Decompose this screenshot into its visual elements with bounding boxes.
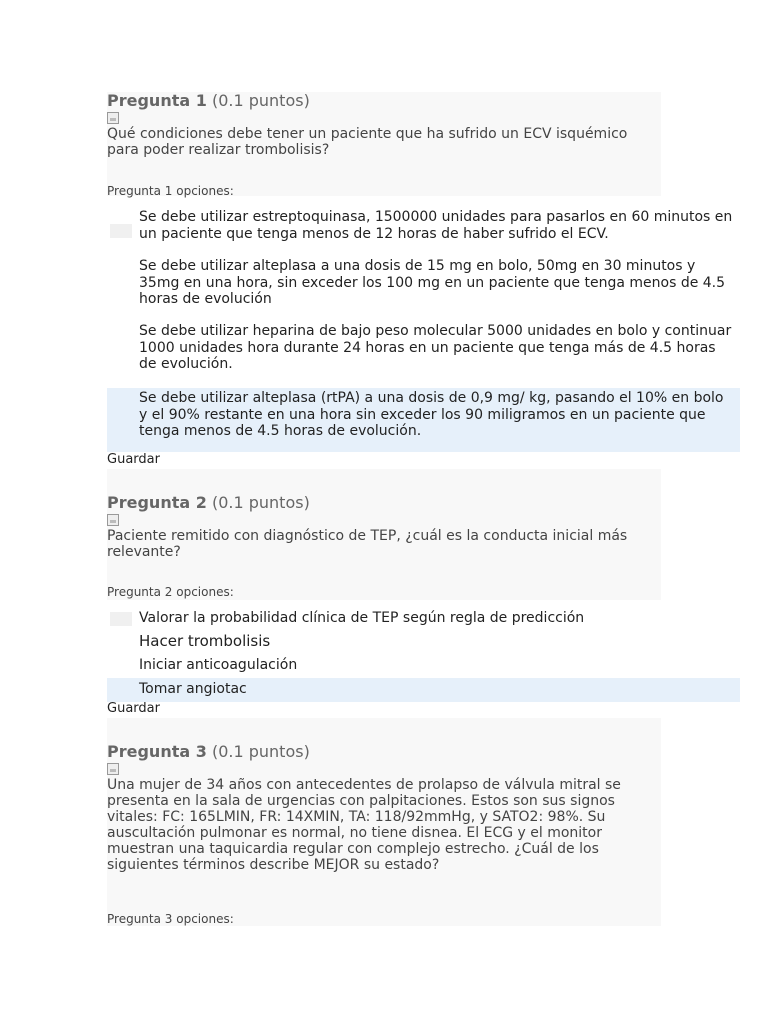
question-2-panel xyxy=(107,469,661,600)
question-2-option-3[interactable] xyxy=(107,657,740,675)
question-1-option-2[interactable] xyxy=(107,258,740,310)
option-text: Se debe utilizar heparina de bajo peso molecular 5000 unidades en bolo y continuar 1000 unidades hora durante 24 horas en un paciente que tenga más de 4.5 horas de evolución. xyxy=(139,323,732,372)
option-text: Se debe utilizar alteplasa a una dosis de 15 mg en bolo, 50mg en 30 minutos y 35mg en una hora, sin exceder los 100 mg en un paciente que tenga menos de 4.5 horas de evolución xyxy=(139,258,726,307)
question-1-option-4[interactable] xyxy=(107,388,740,452)
question-1-title xyxy=(107,92,661,110)
question-1-panel xyxy=(107,92,661,196)
question-2-option-1[interactable] xyxy=(107,610,740,628)
question-2-option-4[interactable] xyxy=(107,678,740,702)
question-3-options-label: Pregunta 3 opciones: xyxy=(107,912,234,926)
option-text: Iniciar anticoagulación xyxy=(139,657,298,673)
option-text: Valorar la probabilidad clínica de TEP según regla de predicción xyxy=(139,610,585,626)
question-2-points: (0.1 puntos) xyxy=(211,493,310,512)
question-2-text: Paciente remitido con diagnóstico de TEP, ¿cuál es la conducta inicial más relevante? xyxy=(107,528,628,560)
option-text: Se debe utilizar alteplasa (rtPA) a una dosis de 0,9 mg/ kg, pasando el 10% en bolo y el 90% restante en una hora sin exceder los 90 miligramos en un paciente que tenga menos de 4.5 horas de evolución. xyxy=(139,390,724,439)
question-3-points: (0.1 puntos) xyxy=(211,742,310,761)
question-1-option-1[interactable] xyxy=(107,209,740,245)
question-2-option-2[interactable] xyxy=(107,633,740,651)
question-1-save-link[interactable]: Guardar xyxy=(107,452,160,467)
radio-button[interactable] xyxy=(110,224,132,238)
question-1-points: (0.1 puntos) xyxy=(211,91,310,110)
option-text: Hacer trombolisis xyxy=(139,632,271,650)
option-text: Se debe utilizar estreptoquinasa, 1500000 unidades para pasarlos en 60 minutos en un paciente que tenga menos de 12 horas de haber sufrido el ECV. xyxy=(139,209,733,242)
flag-question-icon[interactable] xyxy=(107,112,119,124)
question-3-label: Pregunta 3 xyxy=(107,742,207,761)
question-3-text: Una mujer de 34 años con antecedentes de prolapso de válvula mitral se presenta en la sala de urgencias con palpitaciones. Estos son sus signos vitales: FC: 165LMIN, FR: 14XMIN, TA: 118/92mmHg, y SATO2: 98%. Su auscultación pulmonar es normal, no tiene disnea. El ECG y el monitor muestran una taquicardia regular con complejo estrecho. ¿Cuál de los siguientes términos describe MEJOR su estado? xyxy=(107,777,621,873)
flag-question-icon[interactable] xyxy=(107,763,119,775)
question-2-label: Pregunta 2 xyxy=(107,493,207,512)
question-1-options-label: Pregunta 1 opciones: xyxy=(107,184,234,198)
question-1-label: Pregunta 1 xyxy=(107,91,207,110)
flag-question-icon[interactable] xyxy=(107,514,119,526)
question-2-title xyxy=(107,494,661,512)
radio-button[interactable] xyxy=(110,612,132,626)
option-text: Tomar angiotac xyxy=(139,681,247,697)
question-2-save-link[interactable]: Guardar xyxy=(107,701,160,716)
question-3-panel xyxy=(107,718,661,926)
question-2-options-label: Pregunta 2 opciones: xyxy=(107,585,234,599)
question-3-title xyxy=(107,743,661,761)
question-1-option-3[interactable] xyxy=(107,323,740,375)
question-1-text: Qué condiciones debe tener un paciente que ha sufrido un ECV isquémico para poder realizar trombolisis? xyxy=(107,126,628,158)
